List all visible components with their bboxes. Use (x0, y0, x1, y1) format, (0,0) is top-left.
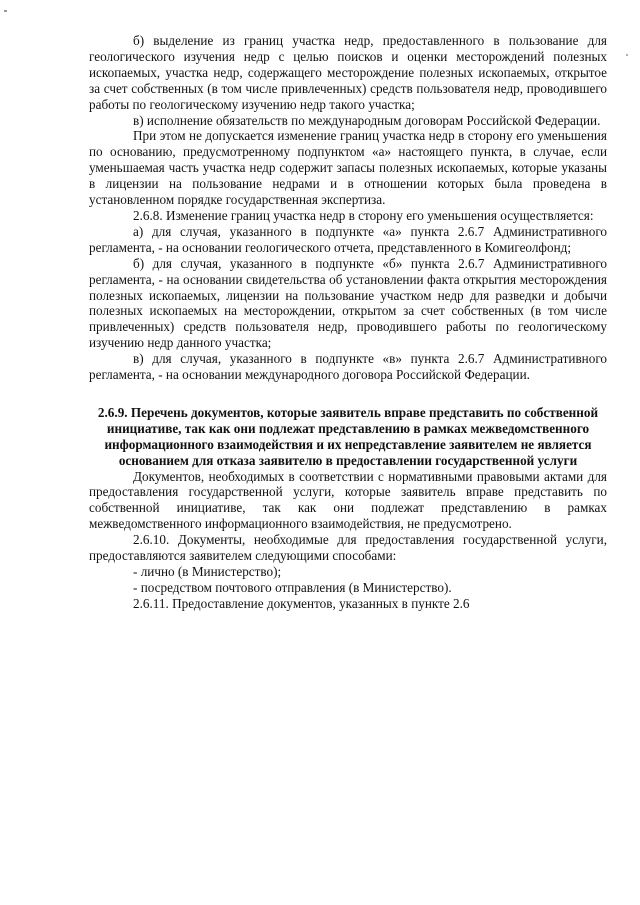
paragraph-2-6-8-v: в) для случая, указанного в подпункте «в» пункта 2.6.7 Административного регламента, - на основании международного договора Российской Федерации. (89, 351, 607, 383)
scan-artifact (4, 10, 7, 12)
paragraph-restriction: При этом не допускается изменение границ участка недр в сторону его уменьшения по основанию, предусмотренному подпунктом «а» настоящего пункта, в случае, если уменьшаемая часть участка недр содержит запасы полезных ископаемых, которые указаны в лицензии на пользование недрами и в отношении которых была проведена в установленном порядке государственная экспертиза. (89, 128, 607, 208)
list-item-in-person: - лично (в Министерство); (133, 564, 282, 579)
paragraph-v-obligations: в) исполнение обязательств по международным договорам Российской Федерации. (133, 112, 601, 128)
paragraph-2-6-8-b: б) для случая, указанного в подпункте «б» пункта 2.6.7 Административного регламента, - на основании свидетельства об установлении факта открытия месторождения полезных ископаемых, лицензии на пользование участком недр для разведки и добычи полезных ископаемых на месторождении, открытом за счет собственных (в том числе привлеченных) средств пользователя недр, проводившего работы по геологическому изучению недр данного участка; (89, 255, 607, 351)
paragraph-2-6-8: 2.6.8. Изменение границ участка недр в сторону его уменьшения осуществляется: (133, 207, 594, 223)
paragraph-2-6-10: 2.6.10. Документы, необходимые для предоставления государственной услуги, предоставляются заявителем следующими способами: (89, 532, 607, 564)
paragraph-2-6-8-a: а) для случая, указанного в подпункте «а» пункта 2.6.7 Административного регламента, - на основании геологического отчета, представленного в Комигеолфонд; (89, 223, 607, 255)
paragraph-b-separation: б) выделение из границ участка недр, предоставленного в пользование для геологического изучения недр с целью поисков и оценки месторождений полезных ископаемых, участка недр, содержащего месторождение полезных ископаемых, открытое за счет собственных (в том числе привлеченных) средств пользователя недр, проводившего работы по геологическому изучению недр такого участка; (89, 33, 607, 112)
paragraph-2-6-11: 2.6.11. Предоставление документов, указанных в пункте 2.6 (133, 595, 470, 611)
section-heading-2-6-9: 2.6.9. Перечень документов, которые заявитель вправе представить по собственной инициативе, так как они подлежат представлению в рамках межведомственного информационного взаимодействия и их непредставление заявителем не является основанием для отказа заявителю в предоставлении государственной услуги (97, 404, 599, 468)
paragraph-documents-not-provided: Документов, необходимых в соответствии с нормативными правовыми актами для предоставления государственной услуги, которые заявитель вправе представить по собственной инициативе, так как они подлежат представлению в рамках межведомственного информационного взаимодействия, не предусмотрено. (89, 468, 607, 532)
scan-artifact (626, 54, 628, 56)
document-body (89, 33, 607, 612)
list-item-by-mail: - посредством почтового отправления (в Министерство). (133, 579, 452, 595)
